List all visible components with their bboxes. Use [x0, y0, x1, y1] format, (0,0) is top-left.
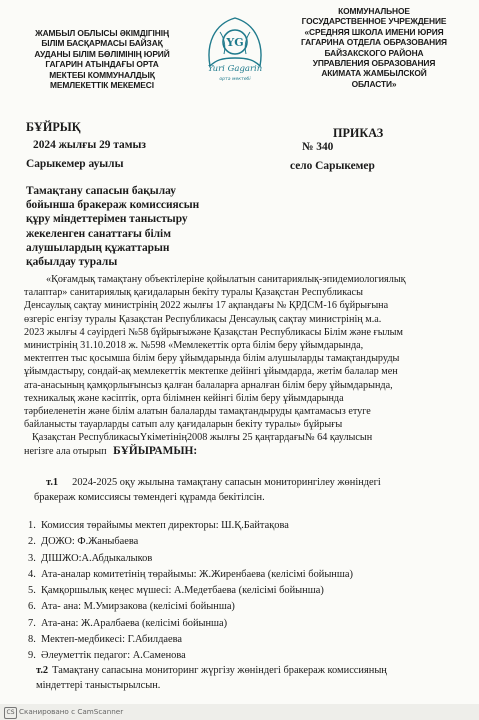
list-item	[28, 534, 458, 550]
order-subject	[26, 184, 226, 269]
school-emblem-icon	[196, 14, 274, 92]
item-text: бракераж комиссиясы төмендегі құрамда бекітілсін.	[34, 491, 265, 503]
list-item-text: Ата-аналар комитетінің төрайымы: Ж.Жиренбаева (келісімі бойынша)	[41, 568, 353, 580]
header-left-line: ЖАМБЫЛ ОБЛЫСЫ ӘКІМДІГІНІҢ	[35, 28, 169, 38]
list-item-text: ДІШЖО:А.Абдыкалыков	[41, 552, 153, 564]
list-item	[28, 518, 458, 534]
list-item	[28, 648, 458, 664]
item-number: т.1	[46, 477, 59, 488]
header-right-org-name	[284, 6, 464, 89]
order-place-kz: Сарыкемер ауылы	[26, 158, 124, 170]
order-number: № 340	[302, 141, 334, 153]
subject-line: бойынша бракераж комиссиясын	[26, 199, 200, 212]
list-item-text: Мектеп-медбикесі: Г.Абилдаева	[41, 634, 182, 646]
body-line: ұйымдастыру, сондай-ақ мемлекеттік мектепке дейінгі ұйымдарда, жетім балалар мен	[24, 366, 398, 378]
subject-line: алушылардың құжаттарын	[26, 241, 170, 254]
header-left-line: ГАГАРИН АТЫНДАҒЫ ОРТА	[45, 59, 159, 70]
basis-conclusion	[24, 445, 458, 458]
list-item	[28, 583, 458, 599]
item-text: міндеттері таныстырылсын.	[36, 679, 161, 691]
basis-line: Қазақстан РеспубликасыҮкіметінің2008 жылғы 25 қаңтардағы№ 64 қаулысын	[32, 432, 373, 444]
header-left-org-name	[22, 28, 182, 90]
list-item-text: Ата-ана: Ж.Аралбаева (келісімі бойынша)	[41, 617, 228, 629]
header-right-line: КОММУНАЛЬНОЕ	[338, 6, 410, 16]
header-right-line: ГОСУДАРСТВЕННОЕ УЧРЕЖДЕНИЕ	[301, 16, 447, 27]
list-item	[28, 599, 458, 615]
list-item	[28, 567, 458, 583]
header-left-line: БІЛІМ БАСҚАРМАСЫ БАЙЗАҚ	[41, 38, 163, 49]
item-number: т.2	[36, 665, 49, 676]
list-item-number: 6.	[28, 601, 36, 613]
body-line: тәрбиеленетін және білім алатын балаларды тамақтандыруды қамтамасыз етуге	[24, 406, 371, 418]
body-line: мектептен тыс қосымша білім беру ұйымдарында білім алушыларды тамақтандыруды	[24, 353, 400, 365]
list-item-number: 2.	[28, 536, 36, 548]
body-line: байланысты тауарларды сатып алу қағидаларын бекіту туралы» бұйрығы	[24, 419, 343, 431]
header-left-line: МЕКТЕБІ КОММУНАЛДЫҚ	[49, 69, 155, 80]
list-item-text: Комиссия төрайымы мектеп директоры: Ш.Қ.Байтақова	[41, 520, 289, 531]
list-item-number: 9.	[28, 650, 36, 662]
list-item	[28, 616, 458, 632]
header-right-line: ОБЛАСТИ»	[351, 78, 397, 89]
list-item-number: 5.	[28, 585, 36, 597]
list-item-number: 4.	[28, 568, 36, 580]
camscanner-icon: CS	[4, 707, 17, 719]
list-item	[28, 551, 458, 567]
order-title-kz: БҰЙРЫҚ	[26, 120, 81, 134]
watermark-text: Сканировано с CamScanner	[19, 707, 124, 716]
body-line: өзгеріс енгізу туралы Қазақстан Республикасы Денсаулық сақтау министрінің м.а.	[24, 313, 382, 325]
subject-line: құру міндеттерімен таныстыру	[26, 213, 188, 226]
body-line: талаптар» санитариялық қағидаларын бекіту туралы Қазақстан Республикасы	[24, 287, 363, 299]
body-line: Денсаулық сақтау министрінің 2022 жылғы 17 ақпандағы № ҚРДСМ-16 бұйрығына	[24, 300, 389, 312]
subject-line: Тамақтану сапасын бақылау	[26, 185, 176, 197]
body-line: ата-анасының қамқорлығынсыз қалған балаларға арналған білім беру ұйымдарында,	[24, 379, 393, 391]
order-word: БҰЙЫРАМЫН:	[113, 444, 198, 457]
list-item-text: Қамқоршылық кеңес мүшесі: А.Медетбаева (келісімі бойынша)	[41, 585, 324, 597]
scanner-watermark	[0, 704, 479, 720]
order-place-ru: село Сарыкемер	[290, 160, 375, 172]
list-item-number: 8.	[28, 634, 36, 646]
list-item-text: ДОЖО: Ф.Жаныбаева	[41, 536, 139, 548]
list-item	[28, 632, 458, 648]
header-right-line: БАЙЗАКСКОГО РАЙОНА	[324, 47, 424, 58]
basis-prefix: негізге ала отырып	[24, 445, 107, 457]
order-preamble	[24, 273, 458, 458]
order-date: 2024 жылғы 29 тамыз	[33, 139, 146, 151]
order-item-2	[28, 664, 458, 693]
header-right-line: ГАГАРИНА ОТДЕЛА ОБРАЗОВАНИЯ	[301, 37, 447, 48]
header-left-line: АУДАНЫ БІЛІМ БӨЛІМІНІҢ ЮРИЙ	[34, 48, 170, 59]
logo-monogram: YG	[226, 36, 244, 49]
list-item-number: 3.	[28, 552, 36, 564]
subject-line: жекеленген санаттағы білім	[26, 227, 171, 240]
body-line: техникалық және кәсіптік, орта білімнен кейінгі білім беру ұйымдарында	[24, 392, 344, 404]
list-item-number: 1.	[28, 520, 36, 531]
logo-tagline: орта мектебі	[219, 77, 251, 82]
list-item-text: Ата- ана: М.Умирзакова (келісімі бойынша)	[41, 601, 235, 613]
item-text: 2024-2025 оқу жылына тамақтану сапасын мониторингілеу жөніндегі	[72, 477, 381, 488]
header-right-line: «СРЕДНЯЯ ШКОЛА ИМЕНИ ЮРИЯ	[304, 26, 444, 37]
body-line: 2023 жылғы 4 сәуірдегі №58 бұйрығыжәне Қазақстан Республикасы Білім және ғылым	[24, 326, 403, 338]
item-text: Тамақтану сапасына мониторинг жүргізу жөніндегі бракераж комиссияның	[52, 665, 387, 676]
list-item-number: 7.	[28, 617, 36, 629]
body-line: «Қоғамдық тамақтану объектілеріне қойылатын санитариялық-эпидемиологиялық	[46, 274, 406, 285]
header-right-line: УПРАВЛЕНИЯ ОБРАЗОВАНИЯ	[312, 58, 436, 69]
header-left-line: МЕМЛЕКЕТТІК МЕКЕМЕСІ	[50, 80, 154, 91]
order-item-1	[24, 476, 458, 505]
logo-text: Yuri Gagarin	[207, 64, 263, 74]
order-title-ru: ПРИКАЗ	[333, 126, 384, 140]
header-right-line: АКИМАТА ЖАМБЫЛСКОЙ	[321, 68, 427, 79]
body-line: министрінің 31.10.2018 ж. №598 «Мемлекеттік орта білім беру ұйымдарында,	[24, 340, 364, 352]
commission-members-list	[28, 518, 458, 665]
subject-line: қабылдау туралы	[26, 256, 118, 269]
list-item-text: Әлеуметтік педагог: А.Саменова	[41, 650, 186, 662]
